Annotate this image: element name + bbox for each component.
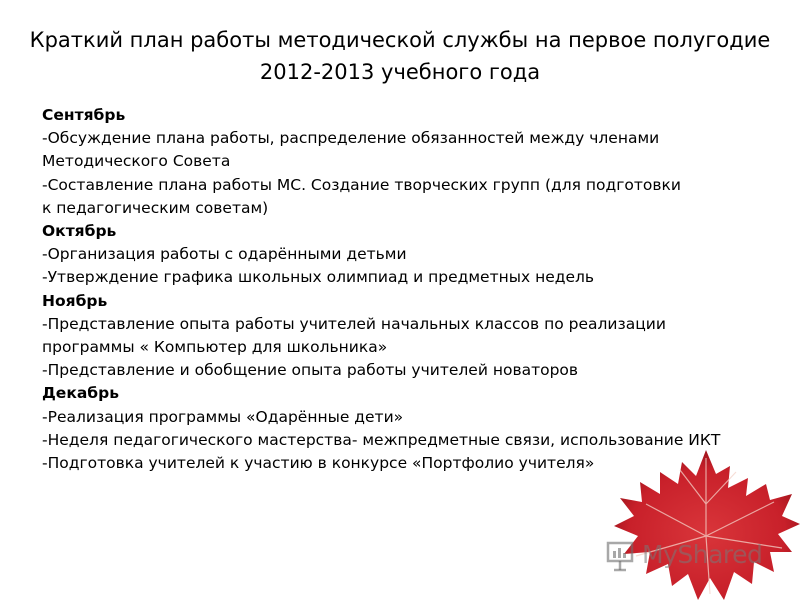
plan-item: -Реализация программы «Одарённые дети» [42, 407, 404, 426]
plan-item: -Составление плана работы МС. Создание творческих групп (для подготовки [42, 175, 681, 194]
month-heading-october: Октябрь [42, 222, 117, 241]
month-heading-september: Сентябрь [42, 106, 126, 124]
plan-item: -Неделя педагогического мастерства- межпредметные связи, использование ИКТ [42, 430, 721, 449]
month-heading-december: Декабрь [42, 384, 120, 403]
month-heading-november: Ноябрь [42, 291, 108, 310]
title-line-1: Краткий план работы методической службы на первое полугодие [29, 28, 771, 52]
plan-item: программы « Компьютер для школьника» [42, 338, 388, 357]
presentation-board-icon [606, 540, 636, 572]
plan-item: -Обсуждение плана работы, распределение обязанностей между членами [42, 129, 660, 148]
maple-leaf-icon [606, 444, 800, 600]
plan-item: -Представление опыта работы учителей начальных классов по реализации [42, 314, 666, 333]
plan-item: -Организация работы с одарёнными детьми [42, 245, 407, 264]
watermark [606, 538, 786, 574]
watermark-text: MyShared [642, 540, 763, 569]
plan-item: -Подготовка учителей к участию в конкурсе «Портфолио учителя» [42, 454, 595, 473]
plan-item: Методического Совета [42, 152, 231, 171]
plan-item: -Представление и обобщение опыта работы учителей новаторов [42, 361, 579, 380]
plan-item: к педагогическим советам) [42, 198, 269, 217]
plan-content [42, 104, 752, 475]
title-line-2: 2012-2013 учебного года [259, 60, 541, 84]
slide-title [20, 24, 780, 88]
plan-item: -Утверждение графика школьных олимпиад и предметных недель [42, 268, 595, 287]
